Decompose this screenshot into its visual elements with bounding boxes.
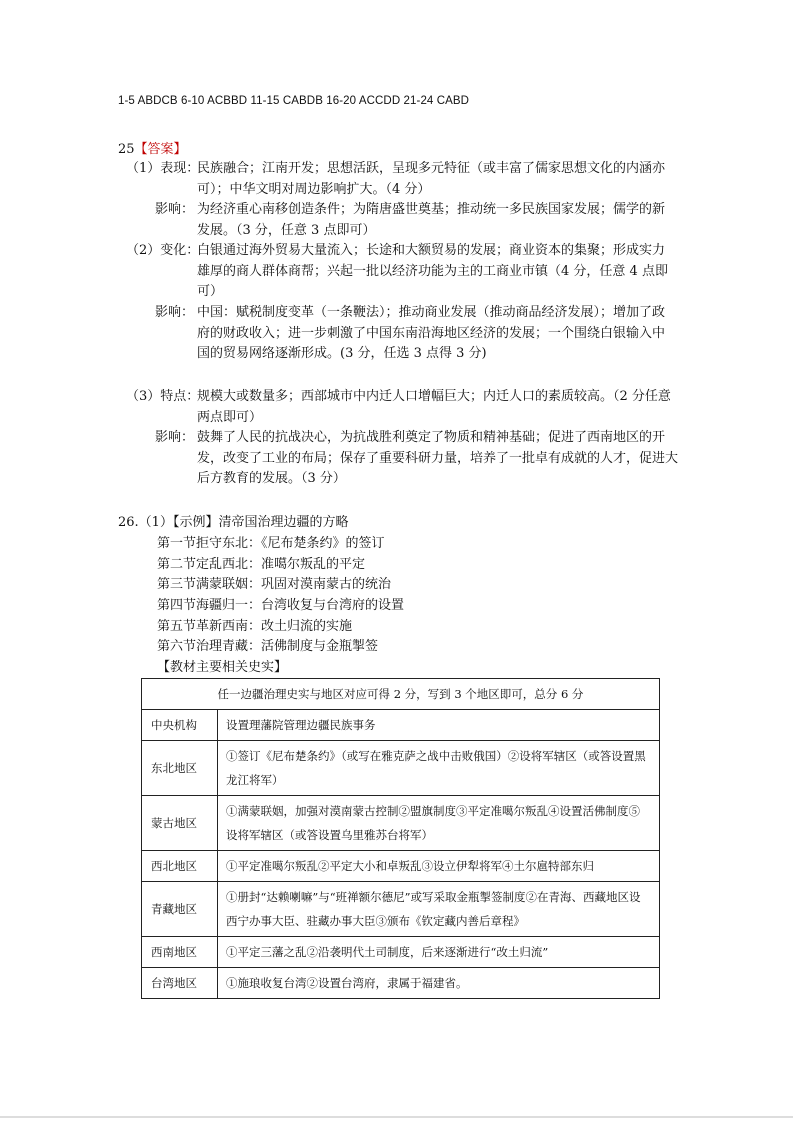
table-row xyxy=(142,851,660,882)
region-cell: 台湾地区 xyxy=(142,968,218,999)
content-cell: ①平定准噶尔叛乱②平定大小和卓叛乱③设立伊犁将军④土尔扈特部东归 xyxy=(218,851,660,882)
region-cell: 西南地区 xyxy=(142,937,218,968)
table-row xyxy=(142,882,660,937)
answer-tag: 【答案】 xyxy=(134,142,187,157)
q25-part1-text: 民族融合；江南开发；思想活跃，呈现多元特征（或丰富了儒家思想文化的内涵亦可）；中华文明对周边影响扩大。（4 分） xyxy=(197,161,666,197)
q25-part2-label: （2）变化： xyxy=(126,243,200,258)
region-cell: 西北地区 xyxy=(142,851,218,882)
section-item: 第二节定乱西北：准噶尔叛乱的平定 xyxy=(157,557,366,572)
q25-part2-impact-label: 影响： xyxy=(155,305,195,320)
q25-part2-text: 白银通过海外贸易大量流入；长途和大额贸易的发展；商业资本的集聚；形成实力雄厚的商人群体商帮；兴起一批以经济功能为主的工商业市镇（4 分，任意 4 点即可） xyxy=(197,243,668,299)
table-row xyxy=(142,796,660,851)
table-header-row xyxy=(142,679,660,710)
section-item: 第六节治理青藏：活佛制度与金瓶掣签 xyxy=(157,639,379,654)
region-cell: 东北地区 xyxy=(142,741,218,796)
history-facts-table xyxy=(141,678,660,999)
q25-part3-label: （3）特点： xyxy=(126,389,200,404)
section-item: 第五节革新西南：改土归流的实施 xyxy=(157,619,353,634)
page-bottom-divider xyxy=(0,1116,793,1118)
table-row xyxy=(142,937,660,968)
table-header-cell: 任一边疆治理史实与地区对应可得 2 分，写到 3 个地区即可，总分 6 分 xyxy=(142,679,660,710)
content-cell: ①平定三藩之乱②沿袭明代土司制度，后来逐渐进行“改土归流” xyxy=(218,937,660,968)
region-cell: 中央机构 xyxy=(142,710,218,741)
q25-part1-impact-label: 影响： xyxy=(155,202,195,217)
q25-part3-impact-label: 影响： xyxy=(155,430,195,445)
multiple-choice-answers: 1-5 ABDCB 6-10 ACBBD 11-15 CABDB 16-20 ACCDD 21-24 CABD xyxy=(118,95,470,107)
q25-part3-text: 规模大或数量多；西部城市中内迁人口增幅巨大；内迁人口的素质较高。（2 分任意两点即可） xyxy=(197,389,671,425)
section-item: 第四节海疆归一：台湾收复与台湾府的设置 xyxy=(157,598,405,613)
q25-part1-impact-text: 为经济重心南移创造条件；为隋唐盛世奠基；推动统一多民族国家发展；儒学的新发展。（3 分，任意 3 点即可） xyxy=(197,202,666,238)
content-cell: ①满蒙联姻，加强对漠南蒙古控制②盟旗制度③平定准噶尔叛乱④设置活佛制度⑤设将军辖区（或答设置乌里雅苏台将军） xyxy=(218,796,660,851)
q25-part1-label: （1）表现： xyxy=(126,161,200,176)
question-26-heading: 26.（1）【示例】清帝国治理边疆的方略 xyxy=(118,515,349,530)
q25-part3-impact-text: 鼓舞了人民的抗战决心，为抗战胜利奠定了物质和精神基础；促进了西南地区的开发，改变了工业的布局；保存了重要科研力量，培养了一批卓有成就的人才，促进大后方教育的发展。（3 分） xyxy=(197,430,679,486)
content-cell: ①册封“达赖喇嘛”与“班禅额尔德尼”或写采取金瓶掣签制度②在青海、西藏地区设西宁办事大臣、驻藏办事大臣③颁布《钦定藏内善后章程》 xyxy=(218,882,660,937)
q25-part2-impact-text: 中国：赋税制度变革（一条鞭法）；推动商业发展（推动商品经济发展）；增加了政府的财政收入；进一步刺激了中国东南沿海地区经济的发展；一个围绕白银输入中国的贸易网络逐渐形成。(3 分，任选 3 点得 3 分) xyxy=(197,305,666,361)
region-cell: 蒙古地区 xyxy=(142,796,218,851)
question-25-number: 25 xyxy=(118,142,135,157)
section-item: 第一节拒守东北：《尼布楚条约》的签订 xyxy=(157,536,385,551)
content-cell: ①施琅收复台湾②设置台湾府，隶属于福建省。 xyxy=(218,968,660,999)
facts-title: 【教材主要相关史实】 xyxy=(157,660,288,675)
table-row xyxy=(142,710,660,741)
question-25-heading xyxy=(118,140,187,161)
content-cell: 设置理藩院管理边疆民族事务 xyxy=(218,710,660,741)
content-cell: ①签订《尼布楚条约》（或写在雅克萨之战中击败俄国）②设将军辖区（或答设置黑龙江将军） xyxy=(218,741,660,796)
section-item: 第三节满蒙联姻：巩固对漠南蒙古的统治 xyxy=(157,577,392,592)
region-cell: 青藏地区 xyxy=(142,882,218,937)
table-row xyxy=(142,741,660,796)
table-row xyxy=(142,968,660,999)
